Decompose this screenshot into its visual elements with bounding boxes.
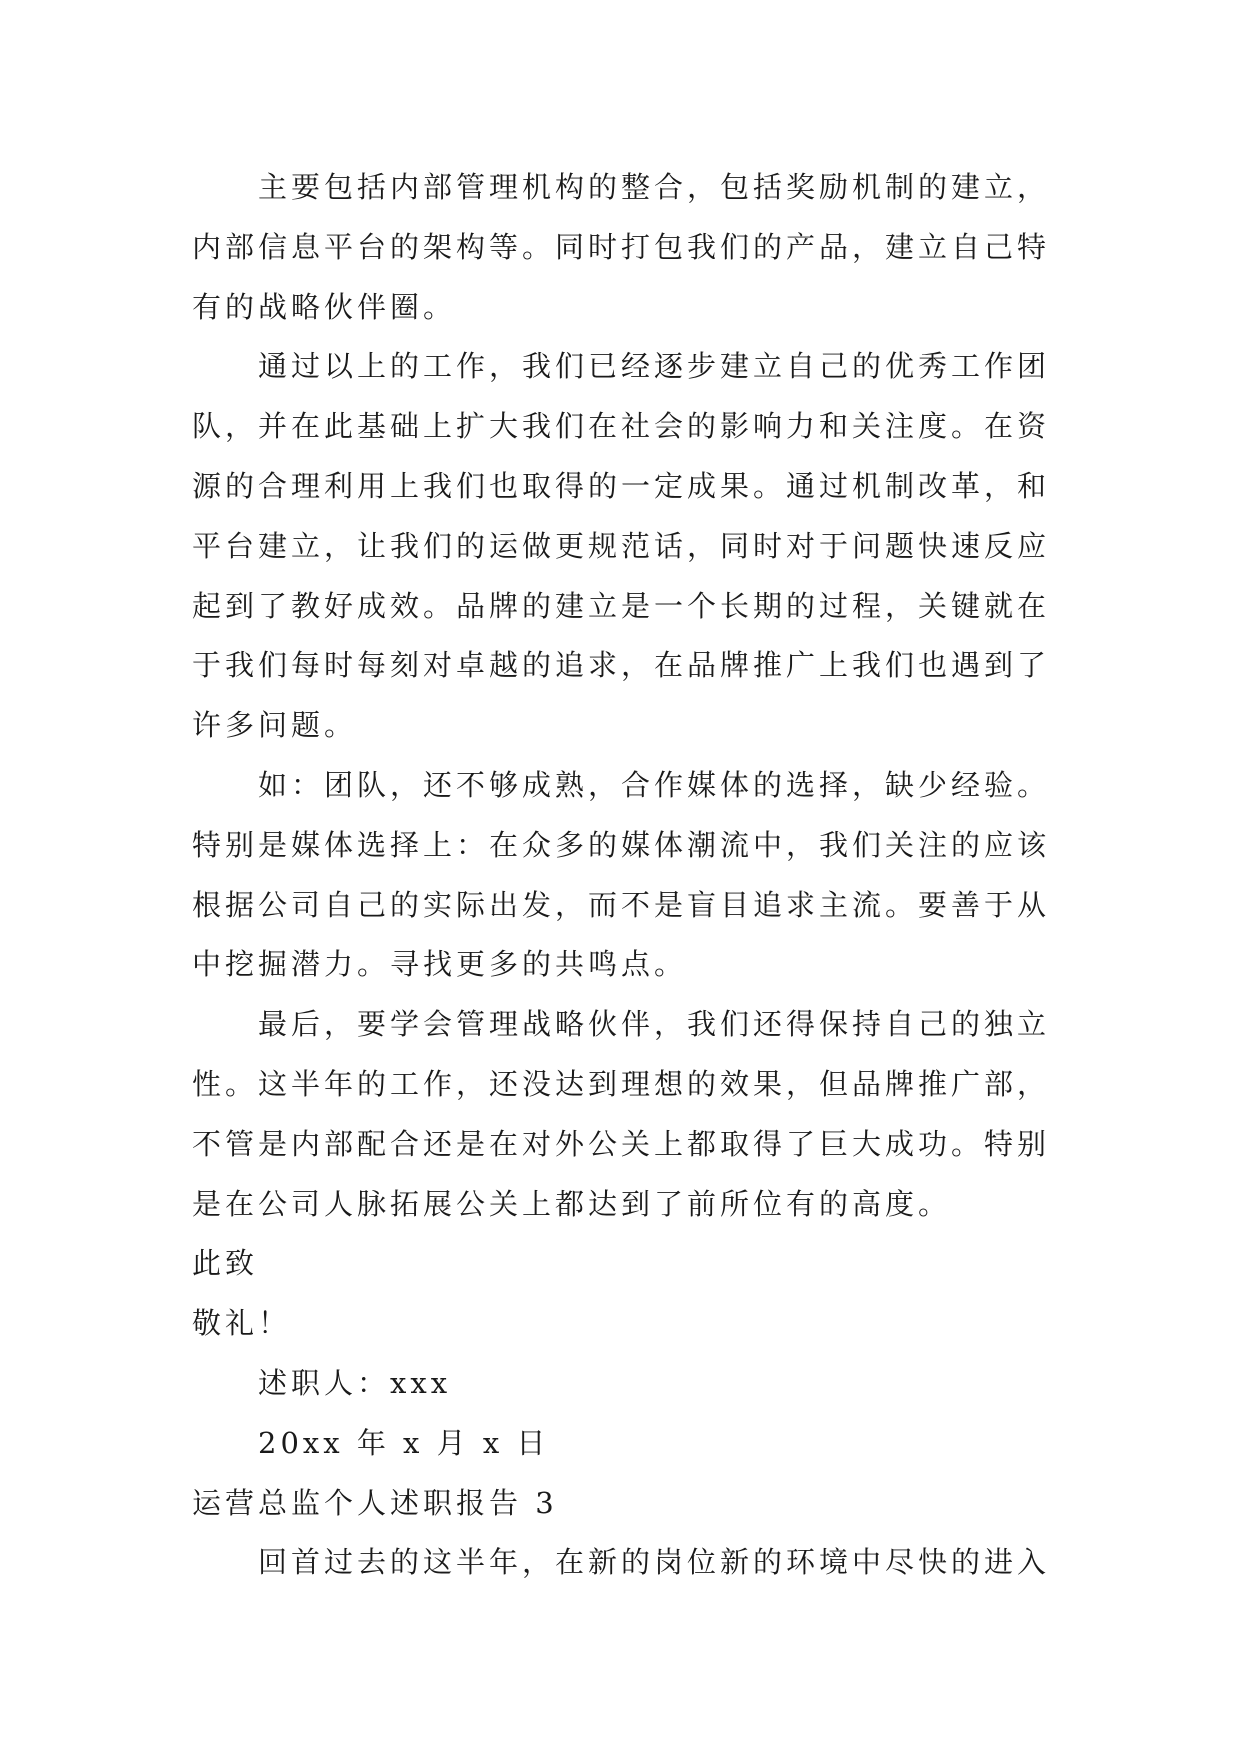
- text-line: 性。这半年的工作，还没达到理想的效果，但品牌推广部，: [192, 1066, 1051, 1101]
- closing-line-1: 此致: [192, 1246, 259, 1281]
- text-line: 不管是内部配合还是在对外公关上都取得了巨大成功。特别: [192, 1126, 1051, 1161]
- text-line: 中挖掘潜力。寻找更多的共鸣点。: [192, 947, 688, 982]
- paragraph-2: [192, 337, 1072, 756]
- text-line: 平台建立，让我们的运做更规范话，同时对于问题快速反应: [192, 528, 1051, 563]
- report-date: 20xx 年 x 月 x 日: [258, 1425, 550, 1460]
- text-line: 是在公司人脉拓展公关上都达到了前所位有的高度。: [192, 1186, 952, 1221]
- text-line: 最后，要学会管理战略伙伴，我们还得保持自己的独立: [258, 1007, 1051, 1042]
- text-line: 许多问题。: [192, 708, 358, 743]
- text-line: 源的合理利用上我们也取得的一定成果。通过机制改革，和: [192, 468, 1051, 503]
- paragraph-3: [192, 756, 1072, 995]
- text-line: 队，并在此基础上扩大我们在社会的影响力和关注度。在资: [192, 409, 1051, 444]
- text-line: 内部信息平台的架构等。同时打包我们的产品，建立自己特: [192, 229, 1051, 264]
- text-line: 起到了教好成效。品牌的建立是一个长期的过程，关键就在: [192, 588, 1051, 623]
- text-line: 特别是媒体选择上：在众多的媒体潮流中，我们关注的应该: [192, 827, 1051, 862]
- document-body: [192, 158, 1072, 1593]
- text-line: 有的战略伙伴圈。: [192, 289, 457, 324]
- text-line: 如：团队，还不够成熟，合作媒体的选择，缺少经验。: [258, 767, 1051, 802]
- text-line: 通过以上的工作，我们已经逐步建立自己的优秀工作团: [258, 349, 1051, 384]
- closing-line-2: 敬礼！: [192, 1306, 292, 1341]
- section-title: 运营总监个人述职报告 3: [192, 1485, 558, 1520]
- paragraph-1: [192, 158, 1072, 337]
- paragraph-5: 回首过去的这半年，在新的岗位新的环境中尽快的进入: [258, 1545, 1051, 1580]
- text-line: 于我们每时每刻对卓越的追求，在品牌推广上我们也遇到了: [192, 648, 1051, 683]
- text-line: 主要包括内部管理机构的整合，包括奖励机制的建立，: [258, 170, 1051, 204]
- reporter-signature: 述职人：xxx: [258, 1365, 452, 1400]
- text-line: 根据公司自己的实际出发，而不是盲目追求主流。要善于从: [192, 887, 1051, 922]
- paragraph-4: [192, 995, 1072, 1234]
